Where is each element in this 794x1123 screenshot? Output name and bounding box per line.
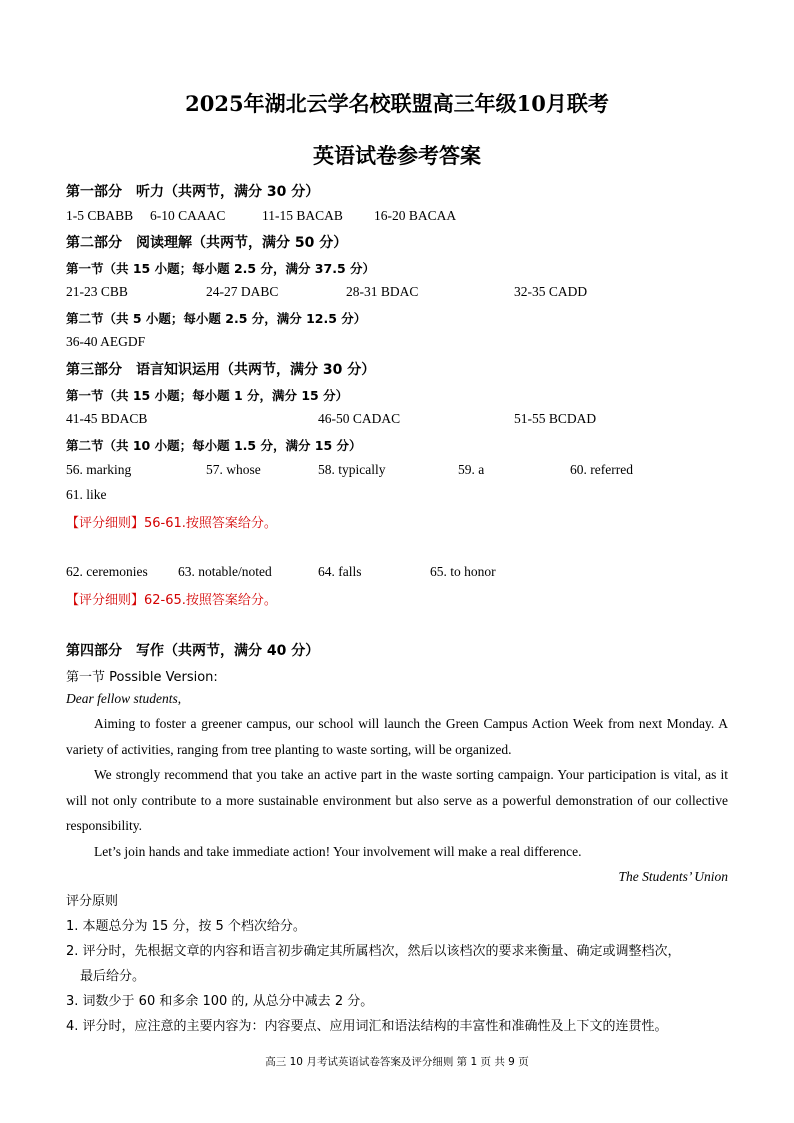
answer-cell: 58. typically xyxy=(318,462,386,477)
answer-cell: 65. to honor xyxy=(430,564,496,579)
letter-signature: The Students’ Union xyxy=(618,869,728,884)
page-title: 2025年湖北云学名校联盟高三年级10月联考 xyxy=(185,91,609,116)
page-subtitle: 英语试卷参考答案 xyxy=(313,143,481,168)
answer-cell: 36-40 AEGDF xyxy=(66,334,146,349)
answer-cell: 59. a xyxy=(458,462,485,477)
part3-heading: 第三部分 语言知识运用（共两节，满分 30 分） xyxy=(66,362,376,378)
scoring-rule: 最后给分。 xyxy=(80,969,146,984)
part2-section1-heading: 第一节（共 15 小题；每小题 2.5 分，满分 37.5 分） xyxy=(66,261,375,276)
answer-cell: 41-45 BDACB xyxy=(66,411,148,426)
answer-cell: 57. whose xyxy=(206,462,261,477)
answer-cell: 46-50 CADAC xyxy=(318,411,401,426)
answer-cell: 62. ceremonies xyxy=(66,564,148,579)
answer-cell: 16-20 BACAA xyxy=(374,208,457,223)
answer-cell: 51-55 BCDAD xyxy=(514,411,597,426)
scoring-note: 【评分细则】62-65.按照答案给分。 xyxy=(66,593,277,608)
answer-cell: 61. like xyxy=(66,487,107,502)
scoring-rule: 3. 词数少于 60 和多余 100 的, 从总分中减去 2 分。 xyxy=(66,994,374,1009)
answer-cell: 28-31 BDAC xyxy=(346,284,419,299)
scoring-rule: 4. 评分时，应注意的主要内容为：内容要点、应用词汇和语法结构的丰富性和准确性及上下文的连贯性。 xyxy=(66,1019,668,1034)
answer-cell: 63. notable/noted xyxy=(178,564,272,579)
answer-cell: 21-23 CBB xyxy=(66,284,128,299)
answer-cell: 32-35 CADD xyxy=(514,284,588,299)
scoring-rules-title: 评分原则 xyxy=(66,894,119,909)
answer-cell: 1-5 CBABB xyxy=(66,208,134,223)
letter-paragraph-1: Aiming to foster a greener campus, our school will launch the Green Campus Action Week from next Monday. A variety of activities, ranging from tree planting to waste sorting, will be organized. xyxy=(66,716,728,757)
page-footer: 高三 10 月考试英语试卷答案及评分细则 第 1 页 共 9 页 xyxy=(265,1056,529,1068)
answer-cell: 60. referred xyxy=(570,462,633,477)
letter-greeting: Dear fellow students, xyxy=(66,691,182,706)
answer-cell: 6-10 CAAAC xyxy=(150,208,226,223)
part1-heading: 第一部分 听力（共两节，满分 30 分） xyxy=(66,184,320,200)
answer-cell: 64. falls xyxy=(318,564,362,579)
part2-heading: 第二部分 阅读理解（共两节，满分 50 分） xyxy=(66,235,348,251)
part3-section2-heading: 第二节（共 10 小题；每小题 1.5 分，满分 15 分） xyxy=(66,438,362,453)
part3-section1-heading: 第一节（共 15 小题；每小题 1 分，满分 15 分） xyxy=(66,388,349,403)
scoring-rules xyxy=(66,889,728,1039)
letter-paragraph-2: We strongly recommend that you take an active part in the waste sorting campaign. Your participation is vital, as it will not only contribute to a more sustainable environment but also serve as a powerful demonstration of our collective responsibility. xyxy=(66,767,728,833)
answer-cell: 24-27 DABC xyxy=(206,284,279,299)
answer-cell: 11-15 BACAB xyxy=(262,208,343,223)
scoring-note: 【评分细则】56-61.按照答案给分。 xyxy=(66,516,277,531)
answer-cell: 56. marking xyxy=(66,462,132,477)
part4-heading: 第四部分 写作（共两节，满分 40 分） xyxy=(66,643,320,659)
letter-paragraph-3: Let’s join hands and take immediate action! Your involvement will make a real difference. xyxy=(94,844,582,859)
scoring-rule: 2. 评分时，先根据文章的内容和语言初步确定其所属档次，然后以该档次的要求来衡量、确定或调整档次， xyxy=(66,944,681,959)
part4-section1-label: 第一节 Possible Version: xyxy=(66,670,218,685)
scoring-rule: 1. 本题总分为 15 分，按 5 个档次给分。 xyxy=(66,919,306,934)
part2-section2-heading: 第二节（共 5 小题；每小题 2.5 分，满分 12.5 分） xyxy=(66,311,367,326)
